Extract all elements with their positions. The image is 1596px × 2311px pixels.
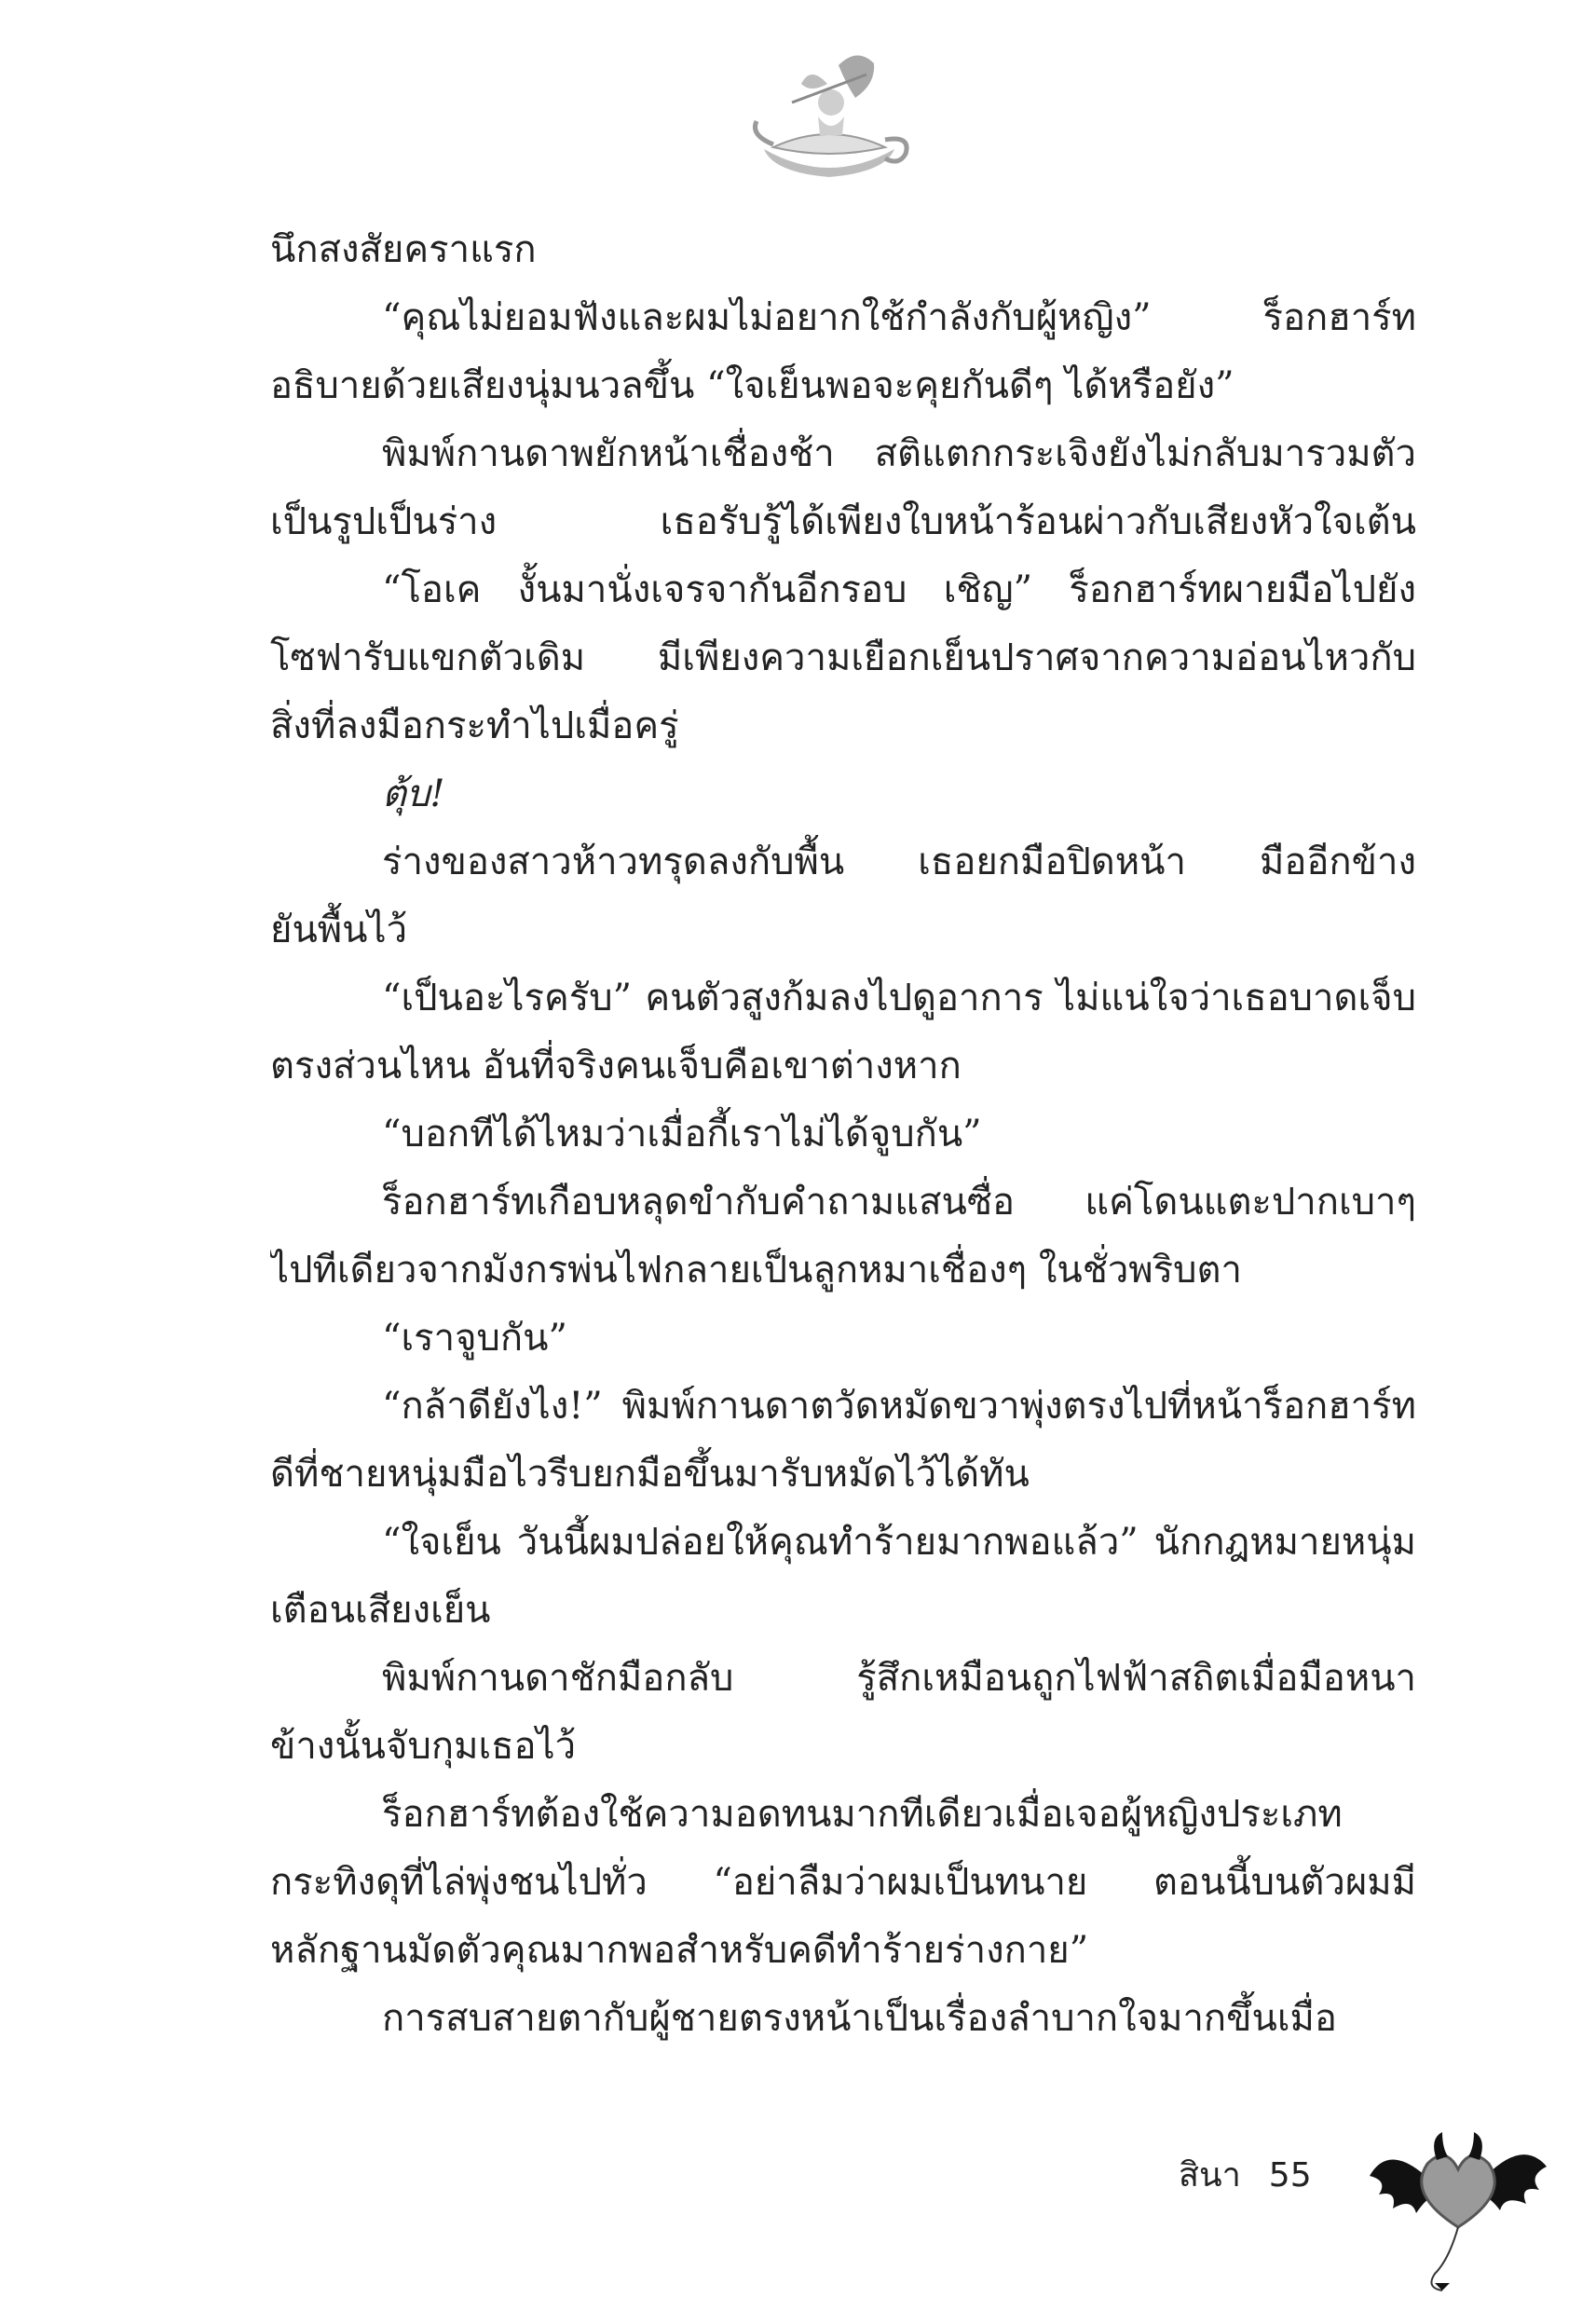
text-line: หลักฐานมัดตัวคุณมากพอสำหรับคดีทำร้ายร่างกาย” bbox=[270, 1929, 1089, 1972]
text-line: การสบสายตากับผู้ชายตรงหน้าเป็นเรื่องลำบากใจมากขึ้นเมื่อ bbox=[382, 1997, 1337, 2040]
text-line: “โอเค งั้นมานั่งเจรจากันอีกรอบ เชิญ” ร็อกฮาร์ทผายมือไปยัง bbox=[382, 568, 1416, 611]
text-line: เตือนเสียงเย็น bbox=[270, 1589, 491, 1632]
page-number: 55 bbox=[1268, 2156, 1312, 2195]
text-line: เป็นรูปเป็นร่าง เธอรับรู้ได้เพียงใบหน้าร้อนผ่าวกับเสียงหัวใจเต้น bbox=[270, 500, 1416, 543]
text-line: ดีที่ชายหนุ่มมือไวรีบยกมือขึ้นมารับหมัดไว้ได้ทัน bbox=[270, 1453, 1030, 1496]
text-line: โซฟารับแขกตัวเดิม มีเพียงความเยือกเย็นปราศจากความอ่อนไหวกับ bbox=[270, 636, 1416, 679]
text-line: ข้างนั้นจับกุมเธอไว้ bbox=[270, 1725, 577, 1768]
text-line: “เป็นอะไรครับ” คนตัวสูงก้มลงไปดูอาการ ไม่แน่ใจว่าเธอบาดเจ็บ bbox=[382, 977, 1416, 1019]
body-text bbox=[270, 216, 1416, 2053]
text-line: ร่างของสาวห้าวทรุดลงกับพื้น เธอยกมือปิดหน้า มืออีกข้าง bbox=[382, 841, 1416, 883]
text-line: พิมพ์กานดาพยักหน้าเชื่องช้า สติแตกกระเจิงยังไม่กลับมารวมตัว bbox=[382, 432, 1416, 475]
text-line: อธิบายด้วยเสียงนุ่มนวลขึ้น “ใจเย็นพอจะคุยกันดีๆ ได้หรือยัง” bbox=[270, 364, 1235, 407]
page-footer bbox=[1179, 2148, 1312, 2201]
text-line: ตรงส่วนไหน อันที่จริงคนเจ็บคือเขาต่างหาก bbox=[270, 1045, 962, 1087]
text-line: “บอกทีได้ไหมว่าเมื่อกี้เราไม่ได้จูบกัน” bbox=[382, 1113, 982, 1156]
text-line: ร็อกฮาร์ทต้องใช้ความอดทนมากทีเดียวเมื่อเจอผู้หญิงประเภท bbox=[382, 1793, 1343, 1836]
text-line: สิ่งที่ลงมือกระทำไปเมื่อครู่ bbox=[270, 704, 679, 747]
text-line: กระทิงดุที่ไล่พุ่งชนไปทั่ว “อย่าลืมว่าผมเป็นทนาย ตอนนี้บนตัวผมมี bbox=[270, 1861, 1416, 1904]
winged-devil-heart-icon bbox=[1370, 2087, 1547, 2302]
cupid-lamp-icon bbox=[745, 47, 913, 186]
text-line: “กล้าดียังไง!” พิมพ์กานดาตวัดหมัดขวาพุ่งตรงไปที่หน้าร็อกฮาร์ท bbox=[382, 1385, 1416, 1428]
author-name: สินา bbox=[1179, 2156, 1241, 2195]
text-line: “ใจเย็น วันนี้ผมปล่อยให้คุณทำร้ายมากพอแล้ว” นักกฎหมายหนุ่ม bbox=[382, 1521, 1416, 1564]
text-line: “คุณไม่ยอมฟังและผมไม่อยากใช้กำลังกับผู้หญิง” ร็อกฮาร์ท bbox=[382, 296, 1416, 339]
text-line: ยันพื้นไว้ bbox=[270, 909, 408, 951]
text-line: ตุ้บ! bbox=[382, 773, 445, 815]
text-line: “เราจูบกัน” bbox=[382, 1317, 567, 1360]
text-line: นึกสงสัยคราแรก bbox=[270, 228, 537, 271]
text-line: ร็อกฮาร์ทเกือบหลุดขำกับคำถามแสนซื่อ แค่โดนแตะปากเบาๆ bbox=[382, 1181, 1416, 1224]
text-line: ไปทีเดียวจากมังกรพ่นไฟกลายเป็นลูกหมาเชื่องๆ ในชั่วพริบตา bbox=[270, 1249, 1242, 1292]
text-line: พิมพ์กานดาชักมือกลับ รู้สึกเหมือนถูกไฟฟ้าสถิตเมื่อมือหนา bbox=[382, 1657, 1416, 1700]
